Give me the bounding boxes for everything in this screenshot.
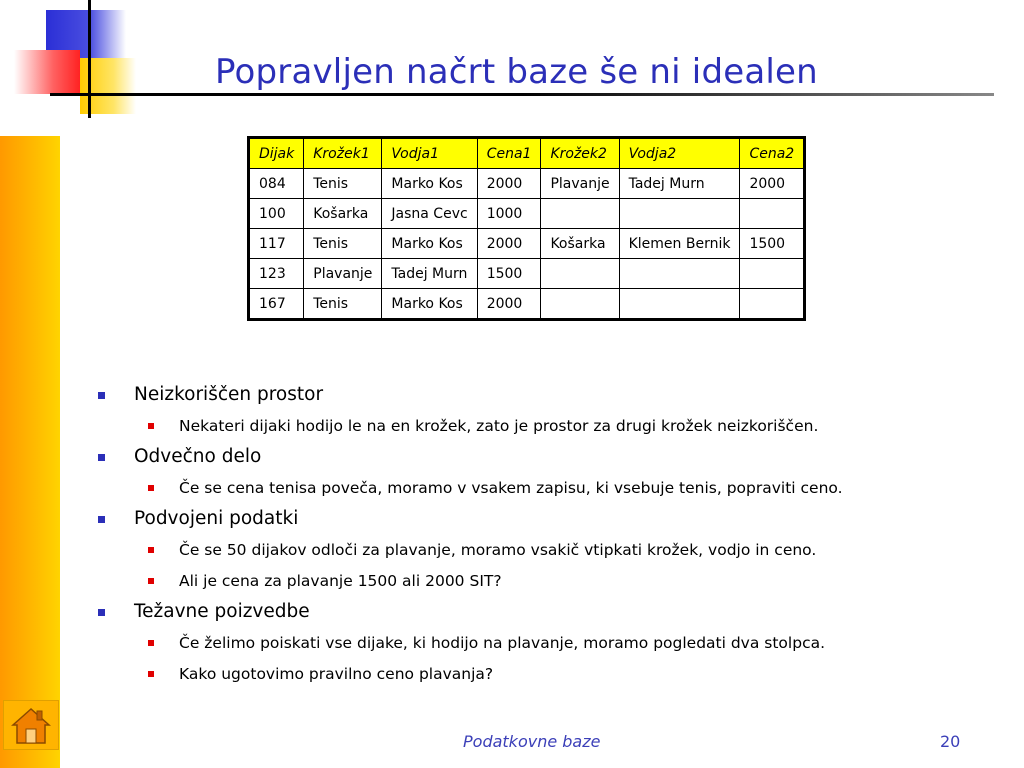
table-cell: 1500 (477, 259, 541, 289)
table-cell (619, 199, 740, 229)
table-cell (619, 259, 740, 289)
page-number: 20 (940, 732, 961, 751)
table-cell: Plavanje (304, 259, 382, 289)
data-table (247, 136, 806, 321)
table-cell: Tenis (304, 229, 382, 259)
table-cell (541, 199, 619, 229)
column-header: Dijak (249, 138, 304, 169)
table-cell: Košarka (541, 229, 619, 259)
column-header: Cena2 (740, 138, 805, 169)
column-header: Vodja2 (619, 138, 740, 169)
table-cell: 167 (249, 289, 304, 320)
table-row (249, 259, 805, 289)
table-cell (541, 259, 619, 289)
column-header: Krožek2 (541, 138, 619, 169)
table-cell: 2000 (477, 289, 541, 320)
table-cell (541, 289, 619, 320)
table-row (249, 199, 805, 229)
bullet-list (96, 382, 996, 692)
home-icon (11, 705, 51, 745)
table-row (249, 229, 805, 259)
table-cell: Marko Kos (382, 169, 477, 199)
table-cell: 1500 (740, 229, 805, 259)
bullet-item: Težavne poizvedbe (96, 599, 996, 630)
sub-bullet-item: Ali je cena za plavanje 1500 ali 2000 SIT? (96, 568, 996, 599)
column-header: Cena1 (477, 138, 541, 169)
table-cell (740, 259, 805, 289)
table-cell: 123 (249, 259, 304, 289)
sub-bullet-item: Če se cena tenisa poveča, moramo v vsakem zapisu, ki vsebuje tenis, popraviti ceno. (96, 475, 996, 506)
table-cell: Marko Kos (382, 289, 477, 320)
table-cell: 2000 (740, 169, 805, 199)
sub-bullet-item: Nekateri dijaki hodijo le na en krožek, zato je prostor za drugi krožek neizkoriščen. (96, 413, 996, 444)
title-underline (50, 93, 994, 96)
sub-bullet-item: Kako ugotovimo pravilno ceno plavanja? (96, 661, 996, 692)
table-cell (619, 289, 740, 320)
decor-red-square (14, 50, 80, 94)
table-cell: 084 (249, 169, 304, 199)
table-cell: 117 (249, 229, 304, 259)
table-cell: 1000 (477, 199, 541, 229)
column-header: Krožek1 (304, 138, 382, 169)
side-stripe (0, 136, 60, 768)
home-button[interactable] (3, 700, 59, 750)
table-row (249, 289, 805, 320)
bullet-item: Podvojeni podatki (96, 506, 996, 537)
table-cell: Plavanje (541, 169, 619, 199)
table-cell: 2000 (477, 169, 541, 199)
table-header-row (249, 138, 805, 169)
table-cell (740, 289, 805, 320)
table-cell: Klemen Bernik (619, 229, 740, 259)
bullet-item: Neizkoriščen prostor (96, 382, 996, 413)
table-cell: 100 (249, 199, 304, 229)
table-row (249, 169, 805, 199)
table-cell: Marko Kos (382, 229, 477, 259)
footer-title: Podatkovne baze (463, 732, 601, 751)
table-cell: Tadej Murn (619, 169, 740, 199)
bullet-item: Odvečno delo (96, 444, 996, 475)
table-cell: Tadej Murn (382, 259, 477, 289)
table-cell: Tenis (304, 289, 382, 320)
table-cell: Jasna Cevc (382, 199, 477, 229)
decor-vertical-line (88, 0, 91, 118)
table-cell: 2000 (477, 229, 541, 259)
table-cell: Košarka (304, 199, 382, 229)
table-cell (740, 199, 805, 229)
slide-title: Popravljen načrt baze še ni idealen (215, 52, 818, 92)
column-header: Vodja1 (382, 138, 477, 169)
sub-bullet-item: Če želimo poiskati vse dijake, ki hodijo na plavanje, moramo pogledati dva stolpca. (96, 630, 996, 661)
sub-bullet-item: Če se 50 dijakov odloči za plavanje, moramo vsakič vtipkati krožek, vodjo in ceno. (96, 537, 996, 568)
table-cell: Tenis (304, 169, 382, 199)
